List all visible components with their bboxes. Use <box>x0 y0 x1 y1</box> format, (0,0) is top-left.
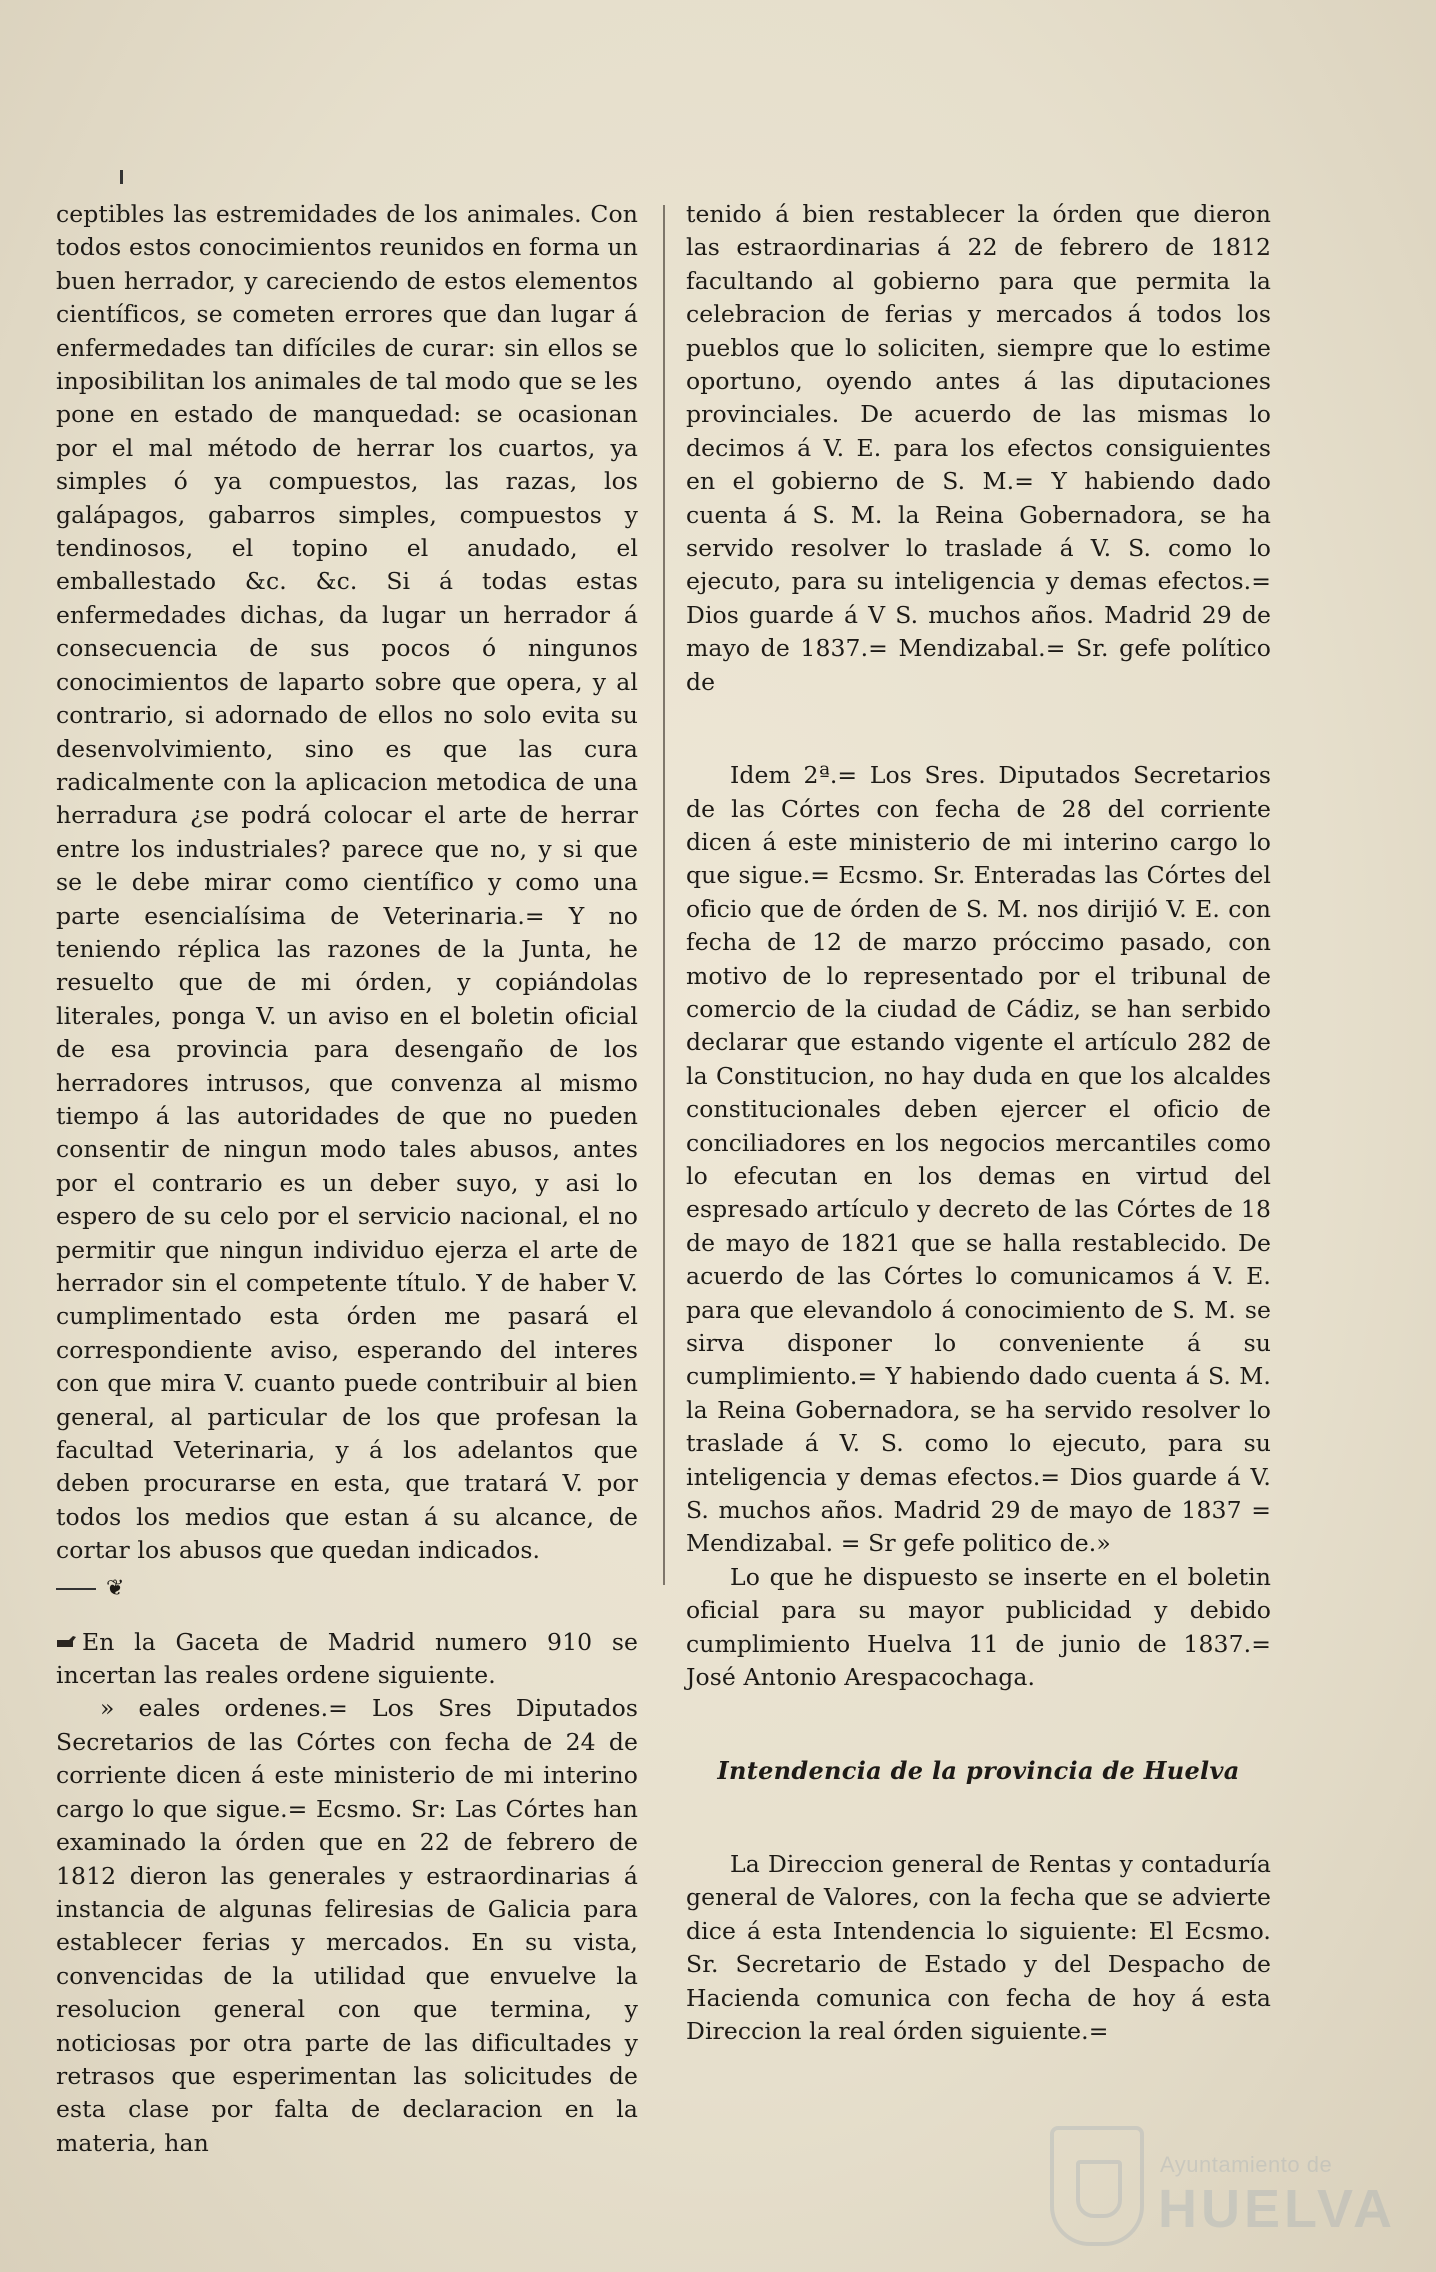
archive-watermark <box>1050 2120 1396 2250</box>
right-column <box>686 198 1271 2048</box>
watermark-line2: HUELVA <box>1158 2179 1396 2239</box>
publication-notice-paragraph: Lo que he dispuesto se inserte en el boletin oficial para su mayor publicidad y debido cumplimiento Huelva 11 de junio de 1837.= José Antonio Arespacochaga. <box>686 1562 1271 1692</box>
ornament-flourish-icon: ❦ <box>106 1575 126 1601</box>
right-paragraph-continuation: tenido á bien restablecer la órden que dieron las estraordinarias á 22 de febrero de 1812 facultando al gobierno para que permita la celebracion de ferias y mercados á todos los pueblos que lo soliciten, siempre que lo estime oportuno, oyendo antes á las diputaciones provinciales. De acuerdo de las mismas lo decimos á V. E. para los efectos consiguientes en el gobierno de S. M.= Y habiendo dado cuenta á S. M. la Reina Gobernadora, se ha servido resolver lo traslade á V. S. como lo ejecuto, para su inteligencia y demas efectos.= Dios guarde á V S. muchos años. Madrid 29 de mayo de 1837.= Mendizabal.= Sr. gefe político de <box>686 200 1271 696</box>
column-divider <box>663 205 665 1585</box>
left-paragraph-continuation: ceptibles las estremidades de los animales. Con todos estos conocimientos reunidos en forma un buen herrador, y careciendo de estos elementos científicos, se cometen errores que dan lugar á enfermedades tan difíciles de curar: sin ellos se inposibilitan los animales de tal modo que se les pone en estado de manquedad: se ocasionan por el mal método de herrar los cuartos, ya simples ó ya compuestos, las razas, los galápagos, gabarros simples, compuestos y tendinosos, el topino el anudado, el emballestado &c. &c. Si á todas estas enfermedades dichas, da lugar un herrador á consecuencia de sus pocos ó ningunos conocimientos de laparto sobre que opera, y al contrario, si adornado de ellos no solo evita su desenvolvimiento, sino es que las cura radicalmente con la aplicacion metodica de una herradura ¿se podrá colocar el arte de herrar entre los industriales? parece que no, y si que se le debe mirar como científico y como una parte esencialísima de Veterinaria.= Y no teniendo réplica las razones de la Junta, he resuelto que de mi órden, y copiándolas literales, ponga V. un aviso en el boletin oficial de esa provincia para desengaño de los herradores intrusos, que convenza al mismo tiempo á las autoridades de que no pueden consentir de ningun modo tales abusos, antes por el contrario es un deber suyo, y asi lo espero de su celo por el servicio nacional, el no permitir que ningun individuo ejerza el arte de herrador sin el competente título. Y de haber V. cumplimentado esta órden me pasará el correspondiente aviso, esperando del interes con que mira V. cuanto puede contribuir al bien general, al particular de los que profesan la facultad Veterinaria, y á los adelantos que deben procurarse en esta, que tratará V. por todos los medios que estan á su alcance, de cortar los abusos que quedan indicados. <box>56 200 638 1565</box>
royal-order-paragraph: » eales ordenes.= Los Sres Diputados Secretarios de las Córtes con fecha de 24 de corriente dicen á este ministerio de mi interino cargo lo que sigue.= Ecsmo. Sr: Las Córtes han examinado la órden que en 22 de febrero de 1812 dieron las generales y estraordinarias á instancia de algunas feliresias de Galicia para establecer ferias y mercados. En su vista, convencidas de la utilidad que envuelve la resolucion general con que termina, y noticiosas por otra parte de las dificultades y retrasos que esperimentan las solicitudes de esta clase por falta de declaracion en la materia, han <box>56 1694 638 2157</box>
spacer <box>686 1694 1271 1754</box>
pointing-hand-icon <box>56 1633 78 1653</box>
section-heading: Intendencia de la provincia de Huelva <box>717 1756 1240 1786</box>
idem-order-paragraph: Idem 2ª.= Los Sres. Diputados Secretarios de las Córtes con fecha de 28 del corriente dicen á este ministerio de mi interino cargo lo que sigue.= Ecsmo. Sr. Enteradas las Córtes del oficio que de órden de S. M. nos dirijió V. E. con fecha de 12 de marzo próccimo pasado, con motivo de lo representado por el tribunal de comercio de la ciudad de Cádiz, se han serbido declarar que estando vigente el artículo 282 de la Constitucion, no hay duda en que los alcaldes constitucionales deben ejercer el oficio de conciliadores en los negocios mercantiles como lo efecutan en los demas en virtud del espresado artículo y decreto de las Córtes de 18 de mayo de 1821 que se halla restablecido. De acuerdo de las Córtes lo comunicamos á V. E. para que elevandolo á conocimiento de S. M. se sirva disponer lo conveniente á su cumplimiento.= Y habiendo dado cuenta á S. M. la Reina Gobernadora, se ha servido resolver lo traslade á V. S. como lo ejecuto, para su inteligencia y demas efectos.= Dios guarde á V. S. muchos años. Madrid 29 de mayo de 1837 = Mendizabal. = Sr gefe politico de.» <box>686 761 1271 1558</box>
left-column <box>56 198 638 2160</box>
section-ornament <box>56 1572 638 1606</box>
intendencia-paragraph: La Direccion general de Rentas y contaduría general de Valores, con la fecha que se advierte dice á esta Intendencia lo siguiente: El Ecsmo. Sr. Secretario de Estado y del Despacho de Hacienda comunica con fecha de hoy á esta Direccion la real órden siguiente.= <box>686 1849 1271 2045</box>
crest-icon <box>1050 2126 1144 2246</box>
print-mark <box>120 170 123 184</box>
spacer <box>686 1788 1271 1848</box>
gaceta-intro-paragraph <box>56 1626 638 1693</box>
spacer <box>686 699 1271 759</box>
ornament-dash <box>56 1588 96 1590</box>
watermark-line1: Ayuntamiento de <box>1160 2152 1333 2177</box>
gaceta-intro-text: En la Gaceta de Madrid numero 910 se incertan las reales ordene siguiente. <box>56 1627 638 1690</box>
